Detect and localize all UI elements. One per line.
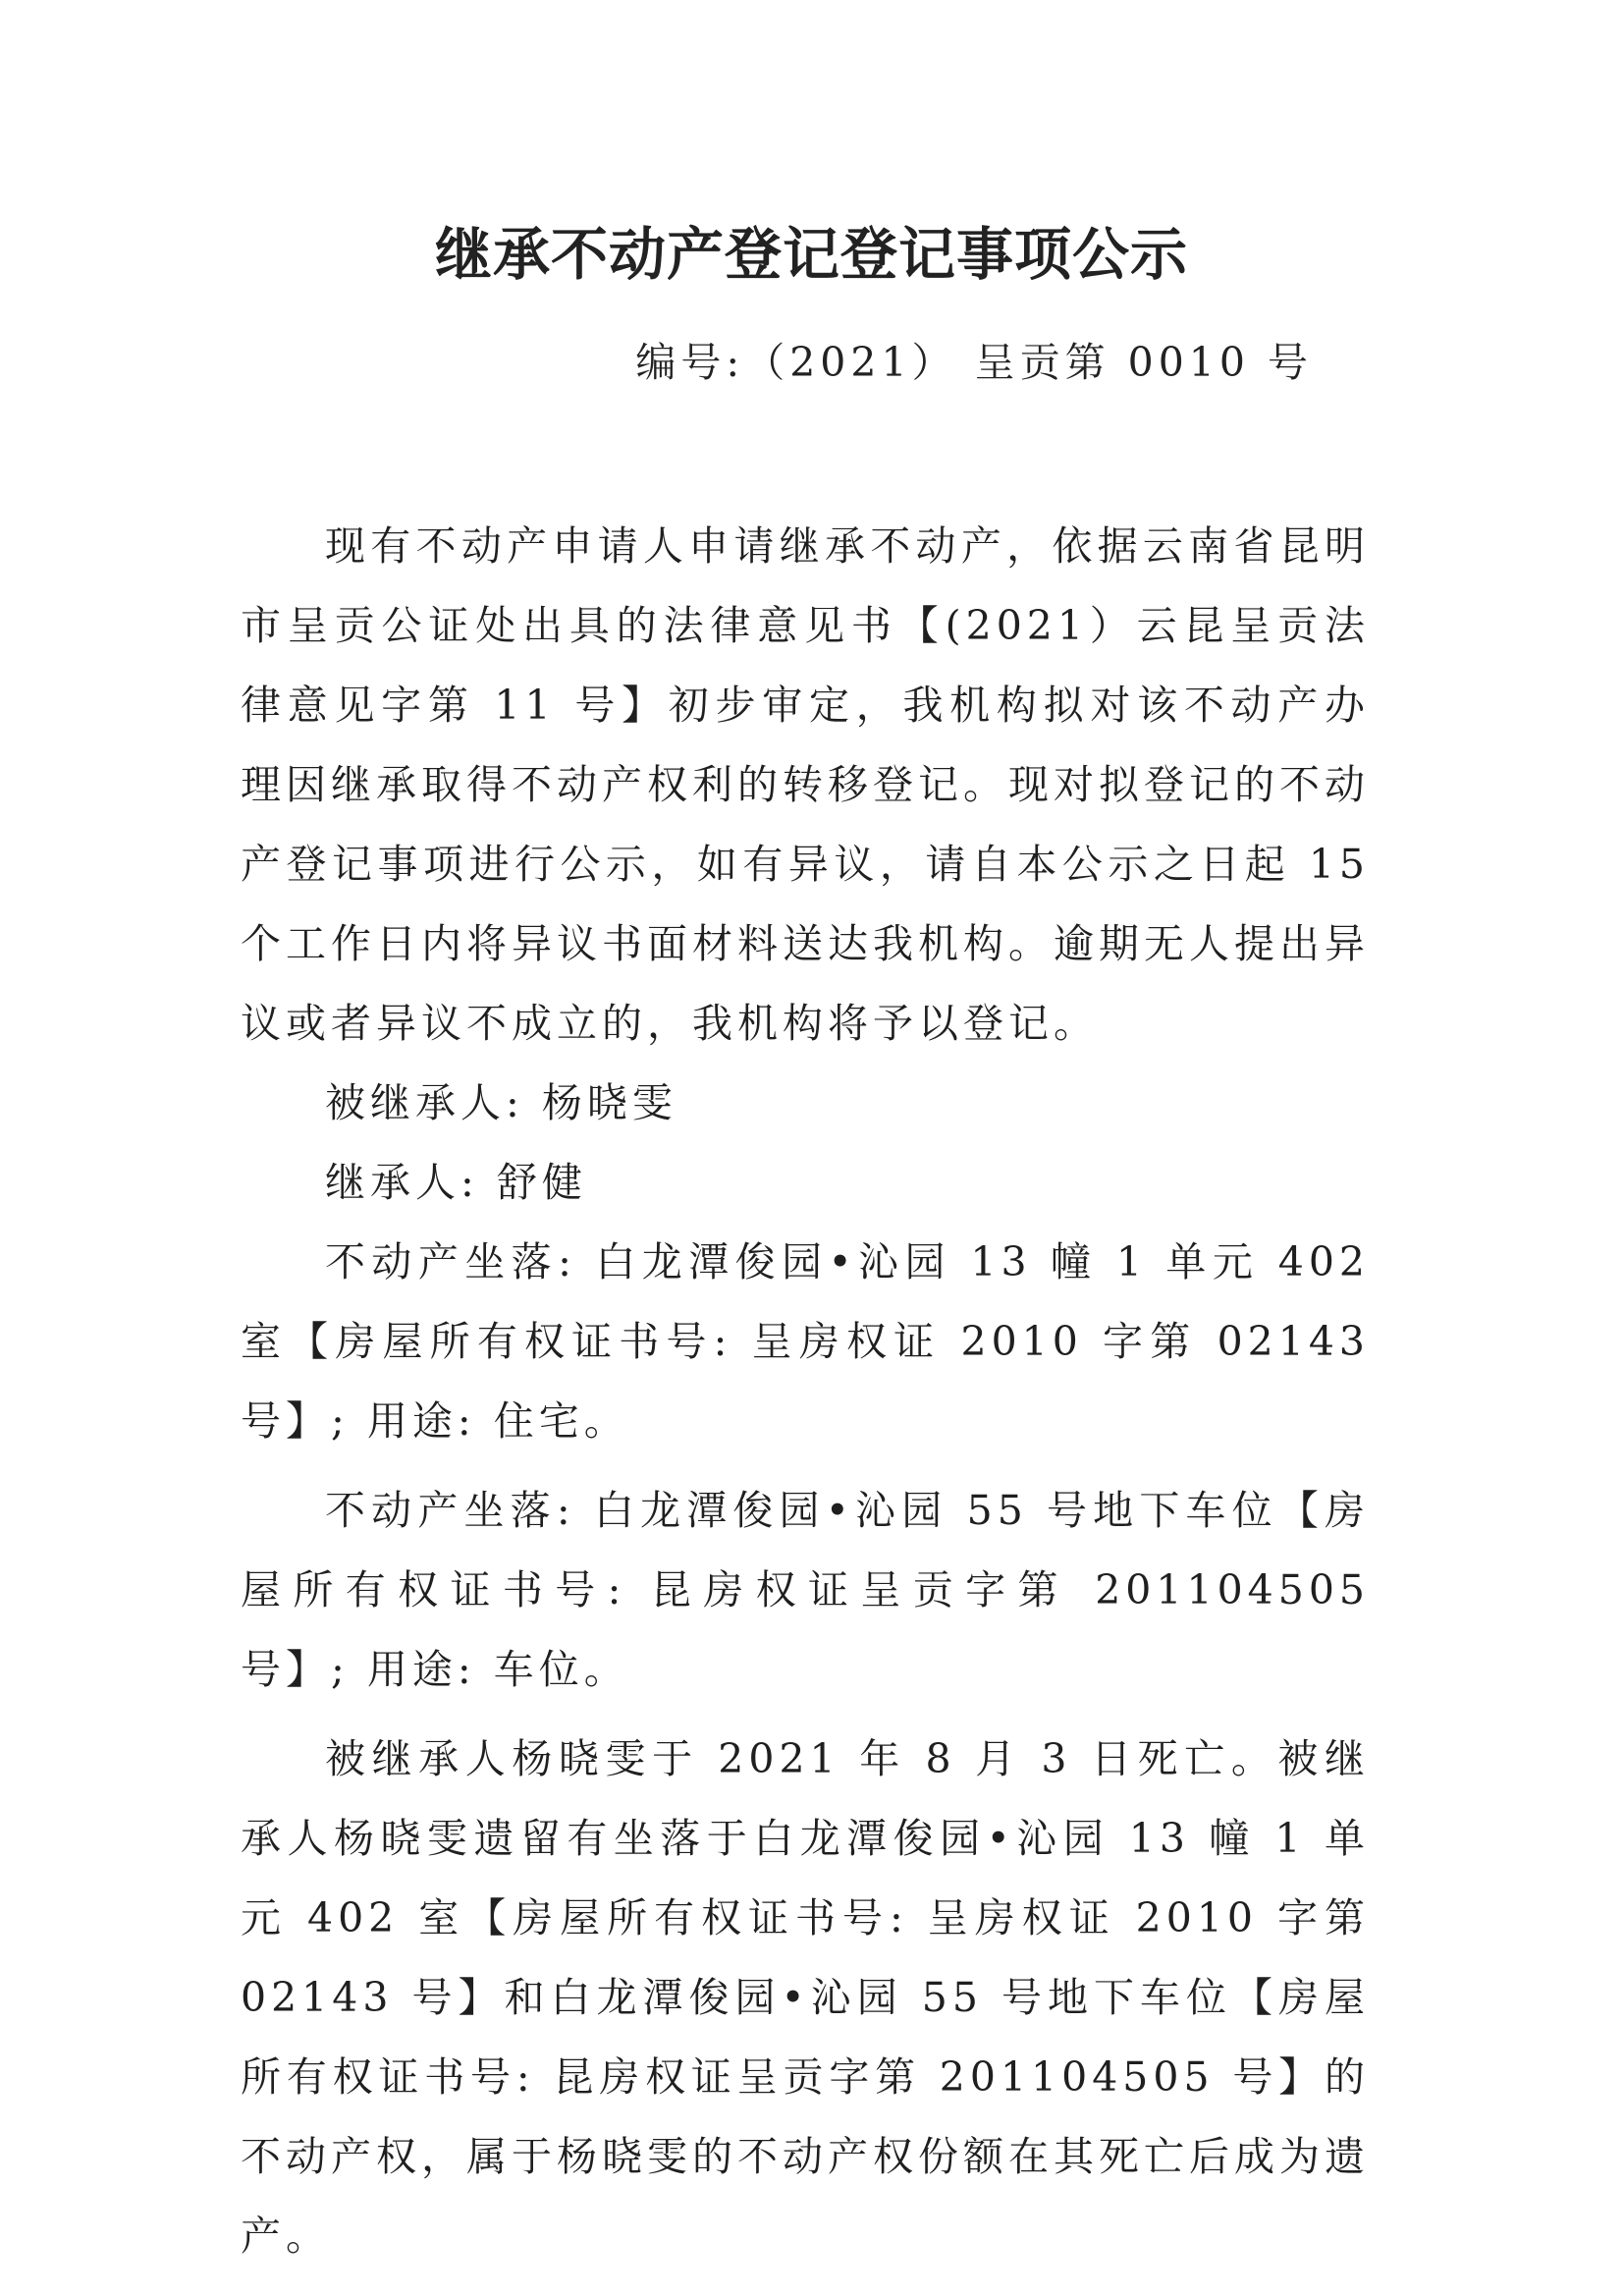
intro-paragraph: 现有不动产申请人申请继承不动产，依据云南省昆明市呈贡公证处出具的法律意见书【(2021）云昆呈贡法律意见字第 11 号】初步审定，我机构拟对该不动产办理因继承取得不动产权利的转移登记。现对拟登记的不动产登记事项进行公示，如有异议，请自本公示之日起 15 个工作日内将异议书面材料送达我机构。逾期无人提出异议或者异议不成立的，我机构将予以登记。 [241,522,1370,1047]
property-2-paragraph: 不动产坐落: 白龙潭俊园•沁园 55 号地下车位【房屋所有权证书号: 昆房权证呈贡字第 201104505 号】; 用途: 车位。 [241,1487,1370,1693]
decedent-line: 被继承人: 杨晓雯 [325,1079,677,1126]
document-title: 继承不动产登记登记事项公示 [434,221,1188,288]
heir-line: 继承人: 舒健 [325,1159,587,1206]
document-body [241,507,1370,2276]
document-number: 编号:（2021） 呈贡第 0010 号 [635,339,1313,386]
inheritance-statement-paragraph: 被继承人杨晓雯于 2021 年 8 月 3 日死亡。被继承人杨晓雯遗留有坐落于白龙潭俊园•沁园 13 幢 1 单元 402 室【房屋所有权证书号: 呈房权证 2010 字第 02143 号】和白龙潭俊园•沁园 55 号地下车位【房屋所有权证书号: 昆房权证呈贡字第 201104505 号】的不动产权，属于杨晓雯的不动产权份额在其死亡后成为遗产。 [241,1735,1370,2260]
property-1-paragraph: 不动产坐落: 白龙潭俊园•沁园 13 幢 1 单元 402 室【房屋所有权证书号: 呈房权证 2010 字第 02143 号】; 用途: 住宅。 [241,1238,1370,1445]
